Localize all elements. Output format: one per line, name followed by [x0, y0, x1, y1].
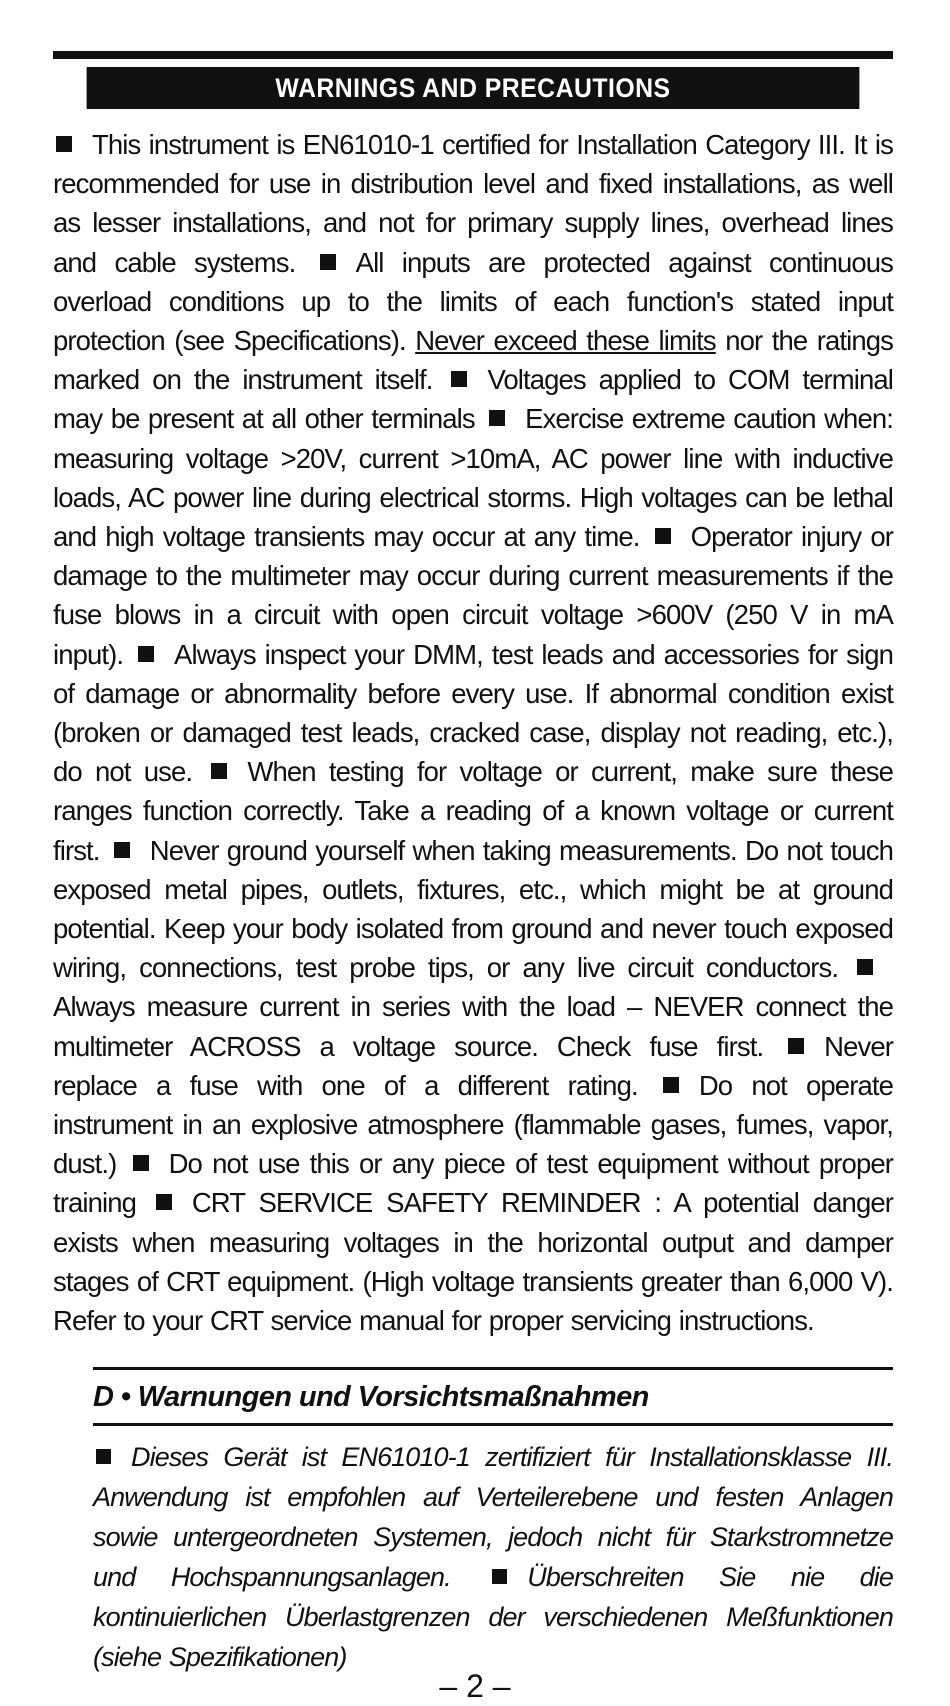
- german-warnings-text: [93, 1437, 893, 1677]
- bullet-icon: [96, 1449, 111, 1464]
- english-warnings-text: [53, 125, 893, 1340]
- bullet-icon: [138, 646, 154, 662]
- bullet-icon: [114, 842, 130, 858]
- bullet-icon: [56, 136, 72, 152]
- german-section-heading: D • Warnungen und Vorsichtsmaßnahmen: [93, 1381, 649, 1413]
- section-title: WARNINGS AND PRECAUTIONS: [87, 67, 860, 109]
- warning-text: Voltages applied to COM terminal may be present at all other terminals: [53, 364, 893, 435]
- warning-text: Operator injury or damage to the multimeter may occur during current measurements if the fuse blows in a circuit with open circuit voltage >600V (250 V in mA input).: [53, 521, 893, 670]
- warning-text: Do not operate instrument in an explosive atmosphere (flammable gases, fumes, vapor, dust.): [53, 1069, 893, 1180]
- warning-text: nor the ratings marked on the instrument itself.: [53, 325, 894, 396]
- warning-text: Never replace a fuse with one of a different rating.: [53, 1030, 893, 1101]
- bullet-icon: [451, 371, 467, 387]
- warning-text: All inputs are protected against continuous overload conditions up to the limits of each function's stated input protection (see Specifications).: [53, 246, 893, 357]
- warning-text: Überschreiten Sie nie die kontinuierlichen Überlastgrenzen der verschiedenen Meßfunktionen (siehe Spezifikationen): [93, 1562, 894, 1672]
- bullet-icon: [489, 410, 505, 426]
- warning-text: Exercise extreme caution when: measuring voltage >20V, current >10mA, AC power line with inductive loads, AC power line during electrical storms. High voltages can be lethal and high voltage transients may occur at any time.: [53, 403, 893, 553]
- warning-text: Do not use this or any piece of test equipment without proper training: [53, 1148, 893, 1219]
- warning-text: Never ground yourself when taking measurements. Do not touch exposed metal pipes, outlets, fixtures, etc., which might be at ground potential. Keep your body isolated from ground and never touch exposed wiring, connections, test probe tips, or any live circuit conductors.: [53, 834, 893, 984]
- bullet-icon: [857, 959, 873, 975]
- bullet-icon: [492, 1569, 507, 1584]
- warning-text: This instrument is EN61010-1 certified for Installation Category III. It is recommended for use in distribution level and fixed installations, as well as lesser installations, and not for primary supply lines, overhead lines and cable systems.: [53, 129, 893, 278]
- warning-text: Dieses Gerät ist EN61010-1 zertifiziert für Installationsklasse III. Anwendung ist empfohlen auf Verteilerebene und festen Anlagen sowie untergeordneten Systemen, jedoch nicht für Starkstromnetze und Hochspannungsanlagen.: [93, 1442, 893, 1592]
- top-rule: [53, 51, 893, 59]
- bullet-icon: [211, 763, 227, 779]
- bullet-icon: [156, 1194, 172, 1210]
- bullet-icon: [788, 1038, 804, 1054]
- warning-text: Always measure current in series with the load – NEVER connect the multimeter ACROSS a voltage source. Check fuse first.: [53, 991, 893, 1062]
- bullet-icon: [663, 1077, 679, 1093]
- german-heading-rule-bottom: [93, 1423, 893, 1426]
- warning-text: Always inspect your DMM, test leads and accessories for sign of damage or abnormality before every use. If abnormal condition exist (broken or damaged test leads, cracked case, display not reading, etc.), do not use.: [53, 638, 893, 788]
- page-number: – 2 –: [439, 1668, 511, 1704]
- bullet-icon: [655, 528, 671, 544]
- underlined-warning: Never exceed these limits: [415, 325, 716, 357]
- bullet-icon: [320, 254, 336, 270]
- bullet-icon: [133, 1155, 149, 1171]
- warning-text: When testing for voltage or current, make sure these ranges function correctly. Take a reading of a known voltage or current first.: [53, 756, 893, 866]
- german-heading-rule-top: [93, 1367, 893, 1370]
- warning-text: CRT SERVICE SAFETY REMINDER : A potential danger exists when measuring voltages in the horizontal output and damper stages of CRT equipment. (High voltage transients greater than 6,000 V). Refer to your CRT service manual for proper servicing instructions.: [53, 1187, 893, 1337]
